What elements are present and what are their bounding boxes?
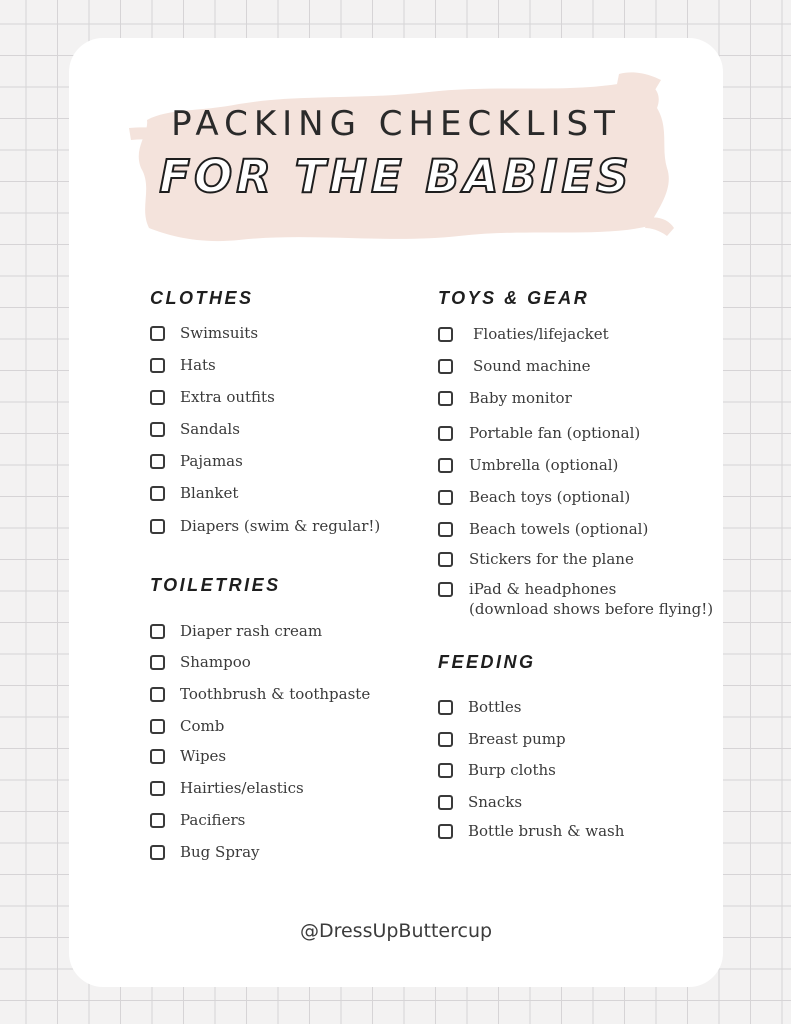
- checkbox[interactable]: [150, 719, 165, 734]
- checkbox[interactable]: [438, 552, 453, 567]
- checklist-card: [69, 38, 723, 987]
- checkbox[interactable]: [150, 813, 165, 828]
- item-label: Bug Spray: [180, 843, 260, 861]
- item-label: Bottles: [468, 698, 522, 716]
- checkbox[interactable]: [438, 763, 453, 778]
- item-label: Swimsuits: [180, 324, 259, 342]
- checkbox[interactable]: [150, 486, 165, 501]
- item-label: Portable fan (optional): [469, 424, 641, 442]
- checkbox[interactable]: [150, 749, 165, 764]
- checkbox[interactable]: [150, 326, 165, 341]
- item-label: Umbrella (optional): [469, 456, 619, 474]
- checkbox[interactable]: [438, 327, 453, 342]
- checkbox[interactable]: [438, 732, 453, 747]
- checkbox[interactable]: [438, 795, 453, 810]
- section-title-toiletries: TOILETRIES: [150, 575, 281, 595]
- item-label: Diaper rash cream: [180, 622, 323, 640]
- item-label: Sandals: [180, 420, 240, 438]
- checkbox[interactable]: [438, 700, 453, 715]
- item-label: Bottle brush & wash: [468, 822, 625, 840]
- item-label: Blanket: [180, 484, 239, 502]
- item-label: Breast pump: [468, 730, 566, 748]
- item-label: Stickers for the plane: [469, 550, 634, 568]
- section-title-toys-gear: TOYS & GEAR: [438, 288, 590, 308]
- checkbox[interactable]: [438, 490, 453, 505]
- checkbox[interactable]: [438, 458, 453, 473]
- checkbox[interactable]: [150, 687, 165, 702]
- item-label-note: (download shows before flying!): [469, 600, 714, 618]
- item-label: Beach towels (optional): [469, 520, 649, 538]
- title-line-2: FOR THE BABIES: [159, 150, 633, 203]
- item-label: Toothbrush & toothpaste: [180, 685, 371, 703]
- checkbox[interactable]: [150, 358, 165, 373]
- item-label: Shampoo: [180, 653, 251, 671]
- item-label: iPad & headphones: [469, 580, 617, 598]
- item-label: Hairties/elastics: [180, 779, 304, 797]
- checkbox[interactable]: [150, 845, 165, 860]
- checkbox[interactable]: [150, 454, 165, 469]
- item-label: Floaties/lifejacket: [473, 325, 609, 343]
- checkbox[interactable]: [438, 582, 453, 597]
- checkbox[interactable]: [438, 426, 453, 441]
- checkbox[interactable]: [150, 655, 165, 670]
- checkbox[interactable]: [150, 519, 165, 534]
- section-title-clothes: CLOTHES: [150, 288, 254, 308]
- section-title-feeding: FEEDING: [438, 652, 536, 672]
- item-label: Wipes: [180, 747, 227, 765]
- item-label: Pajamas: [180, 452, 243, 470]
- checkbox[interactable]: [438, 391, 453, 406]
- item-label: Extra outfits: [180, 388, 275, 406]
- item-label: Pacifiers: [180, 811, 246, 829]
- item-label: Comb: [180, 717, 225, 735]
- item-label: Sound machine: [473, 357, 591, 375]
- checkbox[interactable]: [150, 390, 165, 405]
- item-label: Baby monitor: [469, 389, 572, 407]
- item-label: Beach toys (optional): [469, 488, 631, 506]
- checkbox[interactable]: [150, 422, 165, 437]
- checkbox[interactable]: [438, 359, 453, 374]
- checkbox[interactable]: [150, 624, 165, 639]
- checkbox[interactable]: [150, 781, 165, 796]
- title-line-1: PACKING CHECKLIST: [171, 104, 621, 144]
- item-label: Burp cloths: [468, 761, 556, 779]
- item-label: Diapers (swim & regular!): [180, 517, 381, 535]
- footer-handle: @DressUpButtercup: [299, 920, 493, 942]
- checkbox[interactable]: [438, 824, 453, 839]
- item-label: Hats: [180, 356, 216, 374]
- item-label: Snacks: [468, 793, 523, 811]
- checkbox[interactable]: [438, 522, 453, 537]
